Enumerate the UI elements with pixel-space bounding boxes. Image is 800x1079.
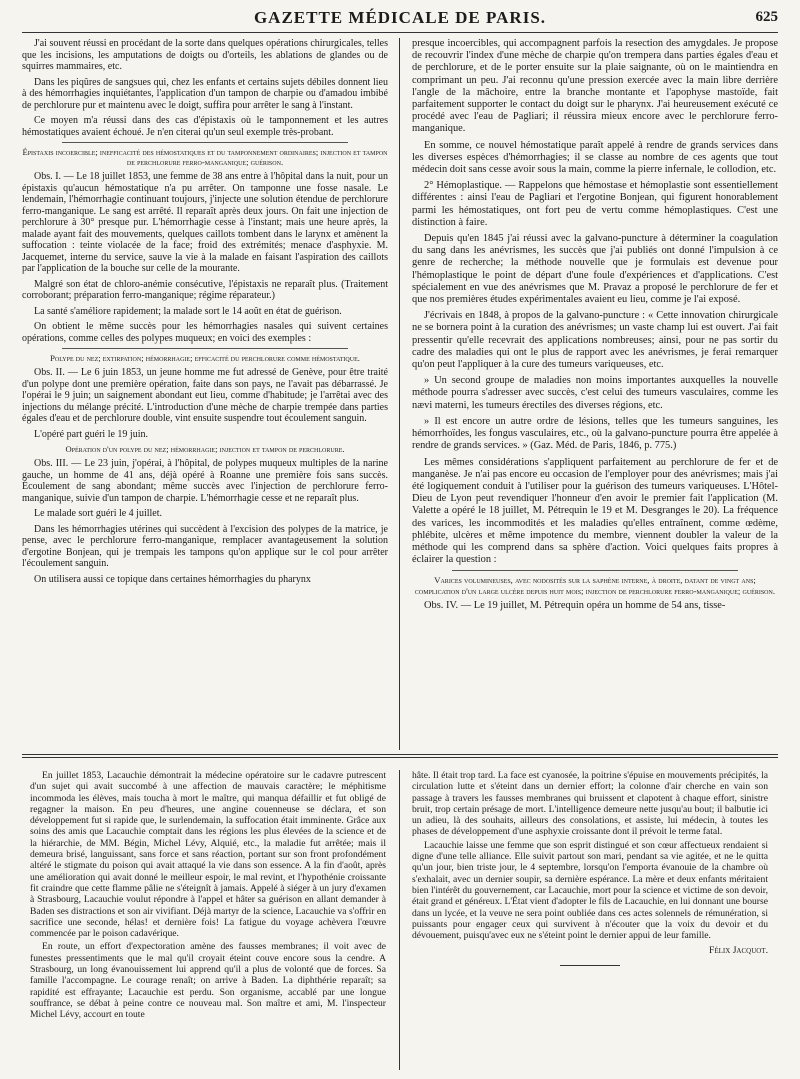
divider xyxy=(62,348,348,349)
right-column xyxy=(412,38,778,750)
running-header xyxy=(22,6,778,33)
author-signature: Félix Jacquot. xyxy=(709,945,768,957)
paragraph: Le malade sort guéri le 4 juillet. xyxy=(34,508,163,519)
observation: Obs. I. — Le 18 juillet 1853, une femme de 38 ans entre à l'hôpital dans la nuit, pour un épistaxis qu'aucun hémostatique n'a pu arrêter. On tamponne une fosse nasale. Le lendemain, l'hémorrhagie continuant toujours, j'injecte une solution étendue de perchlorure ferro-manganique. Le sang est arrêté. Il reparaît après deux jours. On fait une injection de perchlorure à 30° presque pur. L'hémorrhagie cesse à l'instant; mais une heure après, la malade ayant fait des mouvements, quelques caillots tombent dans le larynx et amènent la suffocation : teinte violacée de la face; froid des extrémités; menace d'asphyxie. M. Jacquemet, interne du service, sauve la vie à la malade en faisant l'aspiration des caillots par l'application de la bouche sur celle de la mourante. xyxy=(22,171,388,274)
end-rule xyxy=(560,965,620,966)
obituary-left-column xyxy=(30,770,386,1070)
paragraph: En route, un effort d'expectoration amène des fausses membranes; il voit avec de funestes pressentiments que le mal qu'il croyait éteint couve encore sous la cendre. A Strasbourg, un long évanouissement lui apprend qu'il a plus de volonté que de forces. Sa famille l'accompagne. Le courage renaît; on arrive à Baden. La diphthérie reparaît; sa rapidité est effrayante; Lacauchie est perdu. Son organisme, accablé par une longue souffrance, se débat à peine contre ce nouveau mal. Son maître et ami, M. l'inspecteur Michel Lévy, accourt en toute xyxy=(30,941,386,1021)
paragraph: En juillet 1853, Lacauchie démontrait la médecine opératoire sur le cadavre putrescent d'un sujet qui avait succombé à une affection de mauvais caractère; le méphitisme incommoda les élèves, mais toucha à mort le maître, qui manqua défaillir et fut obligé de regagner la maison. En peu d'heures, une angine couenneuse se déclara, et son développement fut si rapide que, le surlendemain, la suffocation était imminente. Grâce aux soins des amis que Lacauchie comptait dans les régions les plus élevées de la science et de la hiérarchie, de MM. Bégin, Michel Lévy, Alquié, etc., la maladie fut arrêtée; mais il demeura brisé, languissant, sans force et sans réaction, portant sur son front profondément altéré le stigmate du poison qui avait attaqué la vie dans son essence. A la fin d'août, après une amélioration qui avait donné le meilleur espoir, le mal revint, et l'hypothénie croissante fit craindre que cette flamme pâlie ne s'éteignît à jamais. Appelé à siéger à un jury d'examen à Strasbourg, Lacauchie voulut répondre à l'appel et hâter sa guérison en allant demander à Baden ses distractions et son air vivifiant. Déjà martyr de la science, Lacauchie va s'offrir en sacrifice une seconde, hélas! et dernière fois! La fatigue du voyage achèvera l'œuvre commencée par le poison cadavérique. xyxy=(30,770,386,940)
paragraph: Dans les hémorrhagies utérines qui succèdent à l'excision des polypes de la matrice, je pense, avec le perchlorure ferro-manganique, remplacer avantageusement la solution d'ergotine Bonjean, qui je trempais les tampons qu'on applique sur le col pour arrêter l'écoulement sanguin. xyxy=(22,523,388,569)
paragraph: J'écrivais en 1848, à propos de la galvano-puncture : « Cette innovation chirurgicale ne se bornera point à la curation des anévrismes; un vaste champ lui est ouvert. J'ai fait pressentir qu'elle recevrait des applications nombreuses; ainsi, pour ne pas sortir du cadre des maladies qui ont le plus de rapport avec les anévrismes, je ferai remarquer qu'on peut l'appliquer à la cure des tumeurs variqueuses, etc. xyxy=(412,310,778,371)
paragraph: » Un second groupe de maladies non moins importantes auxquelles la nouvelle méthode pourra s'adresser avec succès, c'est celui des tumeurs vasculaires, comme les nævi materni, les tumeurs érectiles des diverses régions, etc. xyxy=(412,375,778,411)
paragraph: Depuis qu'en 1845 j'ai réussi avec la galvano-puncture à déterminer la coagulation du sang dans les anévrismes, les succès que j'ai publiés ont donné l'impulsion à ce genre de recherche; la méthode nouvelle que je formulais est devenue pour l'hémoplastique le point de départ d'une foule d'expériences et d'applications. C'est spécialement en vue des anévrismes que M. Pravaz a proposé le perchlorure de fer et que nos premières études expérimentales avaient eu lieu, comme je l'ai exposé. xyxy=(412,233,778,306)
observation: Obs. II. — Le 6 juin 1853, un jeune homme me fut adressé de Genève, pour être traité d'un polype dont une première opération, faite dans son pays, ne l'avait pas débarrassé. Je l'opérai le 9 juin; un saignement abondant eut lieu, comme d'habitude; je l'arrêtai avec des injections du mélange précité. L'introduction d'une mèche de charpie trempée dans parties égales d'eau et de perchlorure double, vint ensuite suspendre tout écoulement sanguin. xyxy=(22,367,388,424)
page-number: 625 xyxy=(755,9,778,25)
paragraph: Malgré son état de chloro-anémie consécutive, l'épistaxis ne reparaît plus. (Traitement corroborant; préparation ferro-manganique; régime réparateur.) xyxy=(22,278,388,301)
paragraph: L'opéré part guéri le 19 juin. xyxy=(34,428,148,440)
obituary-right-column xyxy=(412,770,768,1070)
paragraph: 2° Hémoplastique. — Rappelons que hémostase et hémoplastie sont essentiellement différentes : ainsi l'eau de Pagliari et l'ergotine Bonjean, qui figurent honorablement parmi les hémostatiques, ont fort peu de vertu comme hémoplastiques. C'est une distinction à faire. xyxy=(412,180,778,228)
column-rule xyxy=(399,38,400,750)
paragraph: presque incoercibles, qui accompagnent parfois la resection des amygdales. Je propose de recouvrir l'index d'une mèche de charpie qu'on trempera dans parties égales d'eau et de perchlorure, et de le porter ensuite sur la plaie saignante, où on le maintiendra en comprimant un peu. J'ai reconnu qu'une pression exercée avec la main libre derrière l'angle de la mâchoire, entre la branche montante et l'apophyse mastoïde, fait parfaitement supporter le contact du doigt sur le pharynx. J'ai heureusement exécuté ce procédé avec l'eau de Pagliari; il réussira mieux encore avec le perchlorure ferro-manganique. xyxy=(412,38,778,135)
case-heading: Épistaxis incoercible; inefficacité des hémostatiques et du tamponnement ordinaires; injection et tampon de perchlorure ferro-manganique; guérison. xyxy=(22,147,388,167)
paragraph: En somme, ce nouvel hémostatique paraît appelé à rendre de grands services dans les diverses espèces d'hémorrhagies; il se classe au nombre de ces agents que tout médecin doit sans cesse avoir sous la main, comme la pierre infernale, le collodion, etc. xyxy=(412,139,778,176)
paragraph: hâte. Il était trop tard. La face est cyanosée, la poitrine s'épuise en mouvements précipités, la circulation lutte et s'éteint dans un dernier effort; la colonne d'air cherche en vain son passage à travers les fausses membranes qui bruissent et clapotent à chaque effort, sinistre bruit, trop certain présage de mort. L'intelligence demeure nette jusqu'au bout; il balbutie ici un adieu, là des souhaits, ailleurs des consolations, et assiste, lui médecin, à toutes les phases de développement d'une asphyxie croissante dont il prévoit le terme fatal. xyxy=(412,770,768,838)
paragraph: J'ai souvent réussi en procédant de la sorte dans quelques opérations chirurgicales, telles que les incisions, les amputations de doigts ou d'orteils, les ablations de glandes ou de squirres mammaires, etc. xyxy=(22,38,388,72)
case-heading: Opération d'un polype du nez; hémorrhagie; injection et tampon de perchlorure. xyxy=(65,444,345,454)
divider xyxy=(452,570,738,571)
paragraph: » Il est encore un autre ordre de lésions, telles que les tumeurs sanguines, les hémorrhoïdes, les fongus vasculaires, etc., où la galvano-puncture pourra être appelée à rendre de grands services. » (Gaz. Méd. de Paris, 1846, p. 775.) xyxy=(412,415,778,452)
journal-title: GAZETTE MÉDICALE DE PARIS. xyxy=(253,8,547,27)
paragraph: Les mêmes considérations s'appliquent parfaitement au perchlorure de fer et de manganèse. Je n'ai pas encore eu occasion de l'employer pour des anévrismes; mais j'ai été logiquement conduit à l'utiliser pour la guérison des tumeurs variqueuses. L'Hôtel-Dieu de Lyon peut revendiquer l'honneur d'en avoir le premier fait l'application (M. Valette a opéré le 18 juillet, M. Pétrequin le 19 et M. Desgranges le 20). La fréquence des varices, les incommodités et les maladies qu'elles entraînent, comme œdème, phlébite, ulcères et même impotence du membre, viennent doubler la valeur de la méthode qui les comprend dans sa sphère d'action. Voici quelques faits propres à éclairer la question : xyxy=(412,456,778,566)
observation: Obs. IV. — Le 19 juillet, M. Pétrequin opéra un homme de 54 ans, tisse- xyxy=(424,600,726,612)
section-separator xyxy=(22,754,778,758)
obituary-section xyxy=(30,770,770,1070)
paragraph: On utilisera aussi ce topique dans certaines hémorrhagies du pharynx xyxy=(34,573,311,585)
case-heading: Varices volumineuses, avec nodosités sur la saphène interne, à droite, datant de vingt ans; complication d'un large ulcère depuis huit mois; injection de perchlorure ferro-manganique; guérison. xyxy=(414,575,776,596)
paragraph: On obtient le même succès pour les hémorrhagies nasales qui suivent certaines opérations, comme celles des polypes muqueux; en voici des exemples : xyxy=(22,321,388,344)
paragraph: Ce moyen m'a réussi dans des cas d'épistaxis où le tamponnement et les autres hémostatiques avaient échoué. Je n'en citerai qu'un seul exemple très-probant. xyxy=(22,115,388,138)
divider xyxy=(62,142,348,143)
paragraph: Dans les piqûres de sangsues qui, chez les enfants et certains sujets débiles donnent lieu à des hémorrhagies inquiétantes, l'application d'un tampon de charpie ou d'amadou imbibé de perchlorure pur et maintenu avec le doigt, suffira pour arrêter le sang à l'instant. xyxy=(22,76,388,111)
case-heading: Polype du nez; extirpation; hémorrhagie; efficacité du perchlorure comme hémostatique. xyxy=(50,353,360,363)
article-upper xyxy=(22,38,778,750)
column-rule xyxy=(399,770,400,1070)
paragraph: La santé s'améliore rapidement; la malade sort le 14 août en état de guérison. xyxy=(34,305,342,317)
observation: Obs. III. — Le 23 juin, j'opérai, à l'hôpital, de polypes muqueux multiples de la narine gauche, un homme de 41 ans, déjà opéré à Roanne une première fois sans succès. Écoulement de sang abondant; même succès avec l'injection de perchlorure ferro-manganique, suivie d'un tampon de charpie. L'hémorrhagie cesse et ne reparaît plus. xyxy=(22,458,388,504)
paragraph: Lacauchie laisse une femme que son esprit distingué et son cœur affectueux rendaient si digne d'une telle alliance. Elle suivit partout son mari, pendant sa vie agitée, et ne le quitta qu'un jour, bien triste jour, le 4 septembre, lorsqu'on l'emporta évanouie de la chambre où s'exhalait, avec un dernier soupir, sa dernière espérance. La mère et deux enfants méritaient bien l'intérêt du gouvernement, car Lacauchie, mort pour la science et victime de son devoir, était grand et généreux. L'État vient d'adopter le fils de Lacauchie, en lui donnant une bourse dans un lycée, et la veuve ne sera point oubliée dans ces actes solennels de rémunération, si puissants pour engager ceux qui survivent à n'écouter que la voix du devoir et du dévouement, puisqu'avec eux ne s'éteint point le dernier appui de leur famille. xyxy=(412,839,768,942)
left-column xyxy=(22,38,388,750)
